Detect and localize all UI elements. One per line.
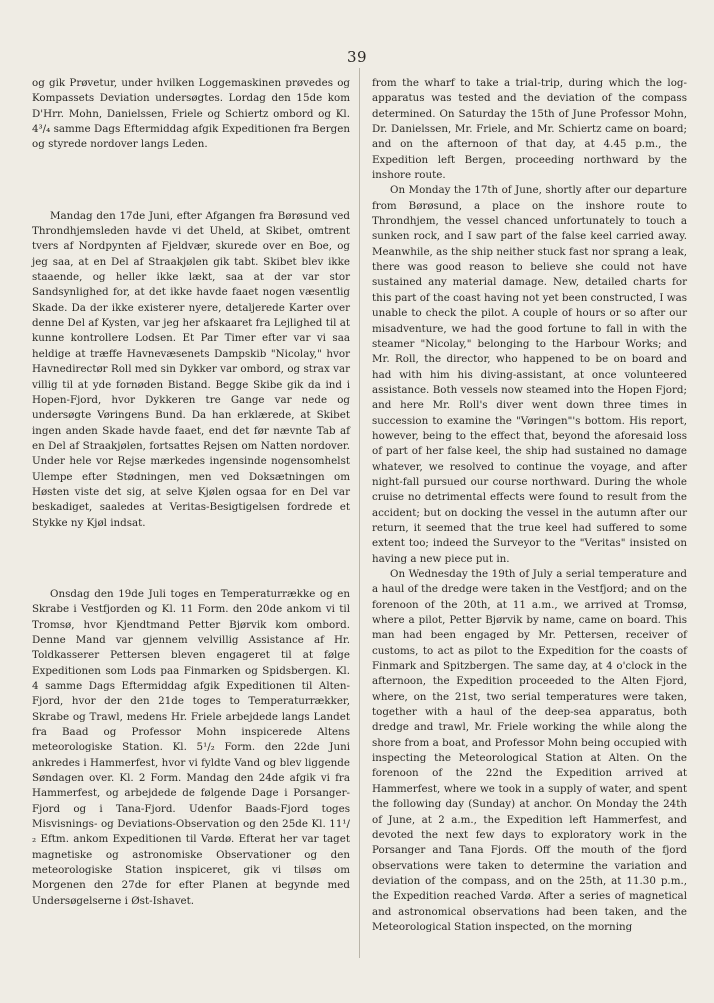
paragraph: Mandag den 17de Juni, efter Afgangen fra Børøsund ved Throndhjemsleden havde vi det Uheld, at Skibet, omtrent tvers af Nordpynten af Fjeldvær, skurede over en Boe, og jeg saa, at en Del af Straakjølen gik tabt. Skibet blev ikke staaende, og heller ikke lækt, saa at der var stor Sandsynlighed for, at det ikke havde faaet nogen væsentlig Skade. Da der ikke existerer nyere, detaljerede Karter over denne Del af Kysten, var jeg her afskaaret fra Lejlighed til at kunne kontrollere Lodsen. Et Par Timer efter var vi saa heldige at træffe Havnevæsenets Dampskib "Nicolay," hvor Havnedirectør Roll med sin Dykker var ombord, og strax var villig til at yde fornøden Bistand. Begge Skibe gik da ind i Hopen-Fjord, hvor Dykkeren tre Gange var nede og undersøgte Vøringens Bund. Da han erklærede, at Skibet ingen anden Skade havde faaet, end det før nævnte Tab af en Del af Straakjølen, fortsattes Rejsen om Natten nordover. Under hele vor Rejse mærkedes ingensinde nogensomhelst Ulempe efter Stødningen, men ved Doksætningen om Høsten viste det sig, at selve Kjølen ogsaa for en Del var beskadiget, saaledes at Veritas-Besigtigelsen fordrede et Stykke ny Kjøl indsat. <box>32 209 350 529</box>
paragraph: On Monday the 17th of June, shortly after our departure from Børøsund, a place on the inshore route to Throndhjem, the vessel chanced unfortunately to touch a sunken rock, and I saw part of the false keel carried away. Meanwhile, as the ship neither stuck fast nor sprang a leak, there was good reason to believe she could not have sustained any material damage. New, detailed charts for this part of the coast having not yet been constructed, I was unable to check the pilot. A couple of hours or so after our misadventure, we had the good fortune to fall in with the steamer "Nicolay," belonging to the Harbour Works; and Mr. Roll, the director, who happened to be on board and had with him his diving-assistant, at once volunteered assistance. Both vessels now steamed into the Hopen Fjord; and here Mr. Roll's diver went down three times in succession to examine the "Vøringen"'s bottom. His report, however, being to the effect that, beyond the aforesaid loss of part of her false keel, the ship had sustained no damage whatever, we resolved to continue the voyage, and after night-fall pursued our course northward. During the whole cruise no detrimental effects were found to result from the accident; but on docking the vessel in the autumn after our return, it seemed that the true keel had suffered to some extent too; indeed the Surveyor to the "Veritas" insisted on having a new piece put in. <box>372 184 687 565</box>
paragraph: og gik Prøvetur, under hvilken Loggemaskinen prøvedes og Kompassets Deviation undersøgtes. Lordag den 15de kom D'Hrr. Mohn, Danielssen, Friele og Schiertz ombord og Kl. 4³/₄ samme Dags Eftermiddag afgik Expeditionen fra Bergen og styrede nordover langs Leden. <box>32 77 350 151</box>
column-divider <box>359 68 360 958</box>
paragraph: Onsdag den 19de Juli toges en Temperaturrække og en Skrabe i Vestfjorden og Kl. 11 Form. den 20de ankom vi til Tromsø, hvor Kjendtmand Petter Bjørvik kom ombord. Denne Mand var gjennem velvillig Assistance af Hr. Toldkasserer Pettersen bleven engageret til at følge Expeditionen som Lods paa Finmarken og Spidsbergen. Kl. 4 samme Dags Eftermiddag afgik Expeditionen til Alten-Fjord, hvor der den 21de toges to Temperaturrækker, Skrabe og Trawl, medens Hr. Friele arbejdede langs Landet fra Baad og Professor Mohn inspicerede Altens meteorologiske Station. Kl. 5¹/₂ Form. den 22de Juni ankredes i Hammerfest, hvor vi fyldte Vand og blev liggende Søndagen over. Kl. 2 Form. Mandag den 24de afgik vi fra Hammerfest, og arbejdede de følgende Dage i Porsanger-Fjord og i Tana-Fjord. Udenfor Baads-Fjord toges Misvisnings- og Deviations-Observation og den 25de Kl. 11¹/₂ Eftm. ankom Expeditionen til Vardø. Efterat her var taget magnetiske og astronomiske Observationer og den meteorologiske Station inspiceret, gik vi tilsøs om Morgenen den 27de for efter Planen at begynde med Undersøgelserne i Øst-Ishavet. <box>32 587 350 907</box>
paragraph: On Wednesday the 19th of July a serial temperature and a haul of the dredge were taken in the Vestfjord; and on the forenoon of the 20th, at 11 a.m., we arrived at Tromsø, where a pilot, Petter Bjørvik by name, came on board. This man had been engaged by Mr. Pettersen, receiver of customs, to act as pilot to the Expedition for the coasts of Finmark and Spitzbergen. The same day, at 4 o'clock in the afternoon, the Expedition proceeded to the Alten Fjord, where, on the 21st, two serial temperatures were taken, together with a haul of the deep-sea apparatus, both dredge and trawl, Mr. Friele working the while along the shore from a boat, and Professor Mohn being occupied with inspecting the Meteorological Station at Alten. On the forenoon of the 22nd the Expedition arrived at Hammerfest, where we took in a supply of water, and spent the following day (Sunday) at anchor. On Monday the 24th of June, at 2 a.m., the Expedition left Hammerfest, and devoted the next few days to exploratory work in the Porsanger and Tana Fjords. Off the mouth of the fjord observations were taken to determine the variation and deviation of the compass, and on the 25th, at 11.30 p.m., the Expedition reached Vardø. After a series of magnetical and astronomical observations had been taken, and the Meteorological Station inspected, on the morning <box>372 568 687 933</box>
paragraph: from the wharf to take a trial-trip, during which the log-apparatus was tested and the deviation of the compass determined. On Saturday the 15th of June Professor Mohn, Dr. Danielssen, Mr. Friele, and Mr. Schiertz came on board; and on the afternoon of that day, at 4.45 p.m., the Expedition left Bergen, proceeding northward by the inshore route. <box>372 77 687 182</box>
english-column <box>372 76 687 935</box>
page-number: 39 <box>346 48 368 66</box>
norwegian-column <box>32 76 350 909</box>
